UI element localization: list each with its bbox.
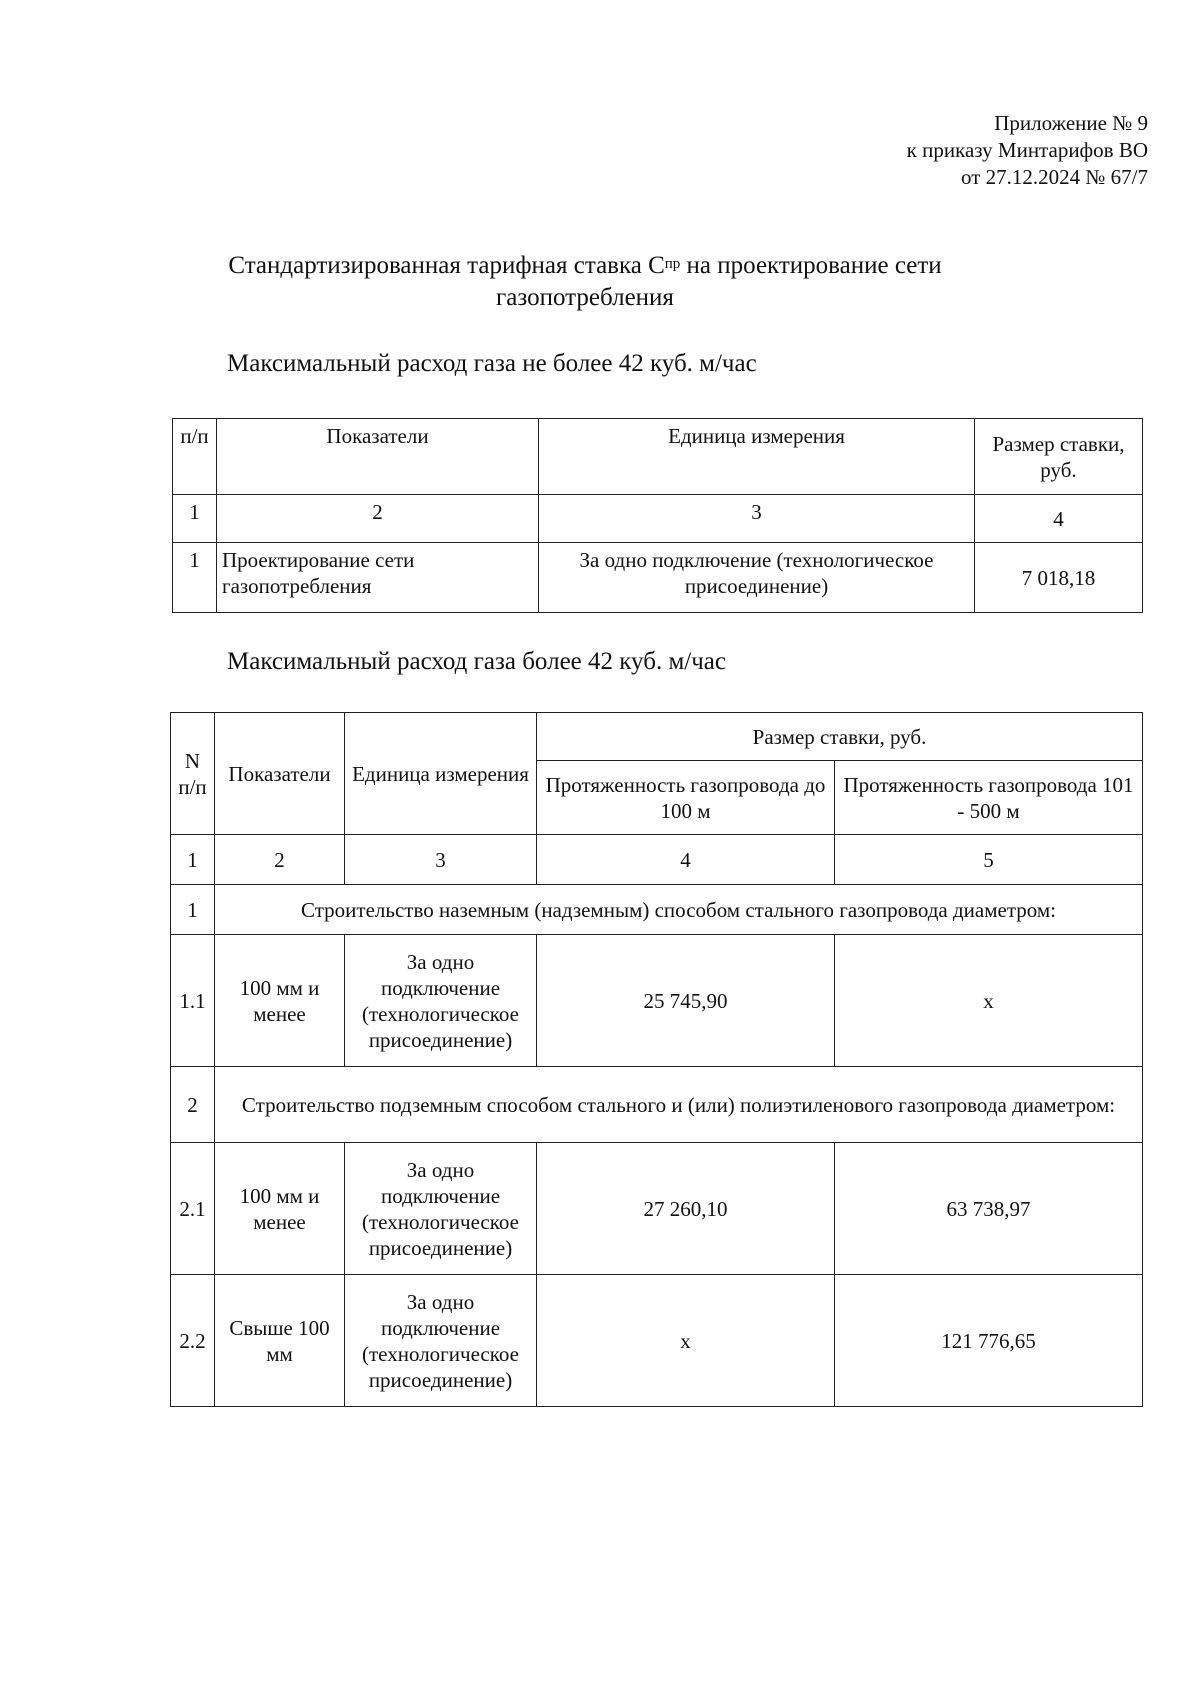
header-cell-unit: Единица измерения — [345, 713, 537, 835]
row-value-1: 25 745,90 — [537, 935, 835, 1067]
header-cell-indicator: Показатели — [215, 713, 345, 835]
number-cell: 4 — [975, 495, 1143, 543]
number-cell: 3 — [539, 495, 975, 543]
section-number: 1 — [171, 885, 215, 935]
row-value-1: 27 260,10 — [537, 1143, 835, 1275]
header-cell: Единица измерения — [539, 419, 975, 495]
row-value-1: х — [537, 1275, 835, 1407]
header-cell: Размер ставки, руб. — [975, 419, 1143, 495]
table-row — [173, 543, 1143, 613]
header-cell: п/п — [173, 419, 217, 495]
number-cell: 5 — [835, 835, 1143, 885]
number-cell: 3 — [345, 835, 537, 885]
document-title — [150, 250, 1020, 314]
appendix-order: к приказу Минтарифов ВО — [906, 138, 1148, 162]
row-value-2: 121 776,65 — [835, 1275, 1143, 1407]
number-cell: 1 — [173, 495, 217, 543]
number-cell: 4 — [537, 835, 835, 885]
row-value-2: х — [835, 935, 1143, 1067]
header-cell-number: N п/п — [171, 713, 215, 835]
table-row — [171, 1143, 1143, 1275]
table-header-row — [171, 713, 1143, 761]
row-indicator: 100 мм и менее — [215, 935, 345, 1067]
row-value-2: 63 738,97 — [835, 1143, 1143, 1275]
section-row — [171, 885, 1143, 935]
appendix-date: от 27.12.2024 № 67/7 — [960, 165, 1148, 189]
number-cell: 1 — [171, 835, 215, 885]
section-number: 2 — [171, 1067, 215, 1143]
row-number: 1 — [173, 543, 217, 613]
appendix-number: Приложение № 9 — [994, 111, 1148, 135]
row-number: 2.1 — [171, 1143, 215, 1275]
table1-caption: Максимальный расход газа не более 42 куб. м/час — [227, 350, 757, 377]
table-row — [171, 935, 1143, 1067]
header-cell-length-1: Протяженность газопровода до 100 м — [537, 761, 835, 835]
row-unit: За одно подключение (технологическое присоединение) — [345, 1275, 537, 1407]
row-value: 7 018,18 — [975, 543, 1143, 613]
row-unit: За одно подключение (технологическое присоединение) — [345, 1143, 537, 1275]
row-unit: За одно подключение (технологическое присоединение) — [539, 543, 975, 613]
table-header-row — [173, 419, 1143, 495]
tariff-table-2 — [170, 712, 1143, 1407]
column-number-row — [173, 495, 1143, 543]
section-row — [171, 1067, 1143, 1143]
column-number-row — [171, 835, 1143, 885]
number-cell: 2 — [217, 495, 539, 543]
row-indicator: Свыше 100 мм — [215, 1275, 345, 1407]
row-indicator: 100 мм и менее — [215, 1143, 345, 1275]
row-indicator: Проектирование сети газопотребления — [217, 543, 539, 613]
row-unit: За одно подключение (технологическое присоединение) — [345, 935, 537, 1067]
title-text-end: на проектирование сети газопотребления — [496, 252, 942, 311]
header-cell: Показатели — [217, 419, 539, 495]
section-title: Строительство наземным (надземным) способом стального газопровода диаметром: — [215, 885, 1143, 935]
table2-caption: Максимальный расход газа более 42 куб. м/час — [227, 648, 726, 675]
appendix-header — [907, 110, 1148, 191]
tariff-table-1 — [172, 418, 1143, 613]
number-cell: 2 — [215, 835, 345, 885]
section-title: Строительство подземным способом стального и (или) полиэтиленового газопровода диаметром: — [215, 1067, 1143, 1143]
header-cell-rate: Размер ставки, руб. — [537, 713, 1143, 761]
title-text-start: Стандартизированная тарифная ставка С — [228, 252, 665, 279]
table-row — [171, 1275, 1143, 1407]
row-number: 1.1 — [171, 935, 215, 1067]
row-number: 2.2 — [171, 1275, 215, 1407]
title-superscript: пр — [664, 256, 681, 272]
header-cell-length-2: Протяженность газопровода 101 - 500 м — [835, 761, 1143, 835]
